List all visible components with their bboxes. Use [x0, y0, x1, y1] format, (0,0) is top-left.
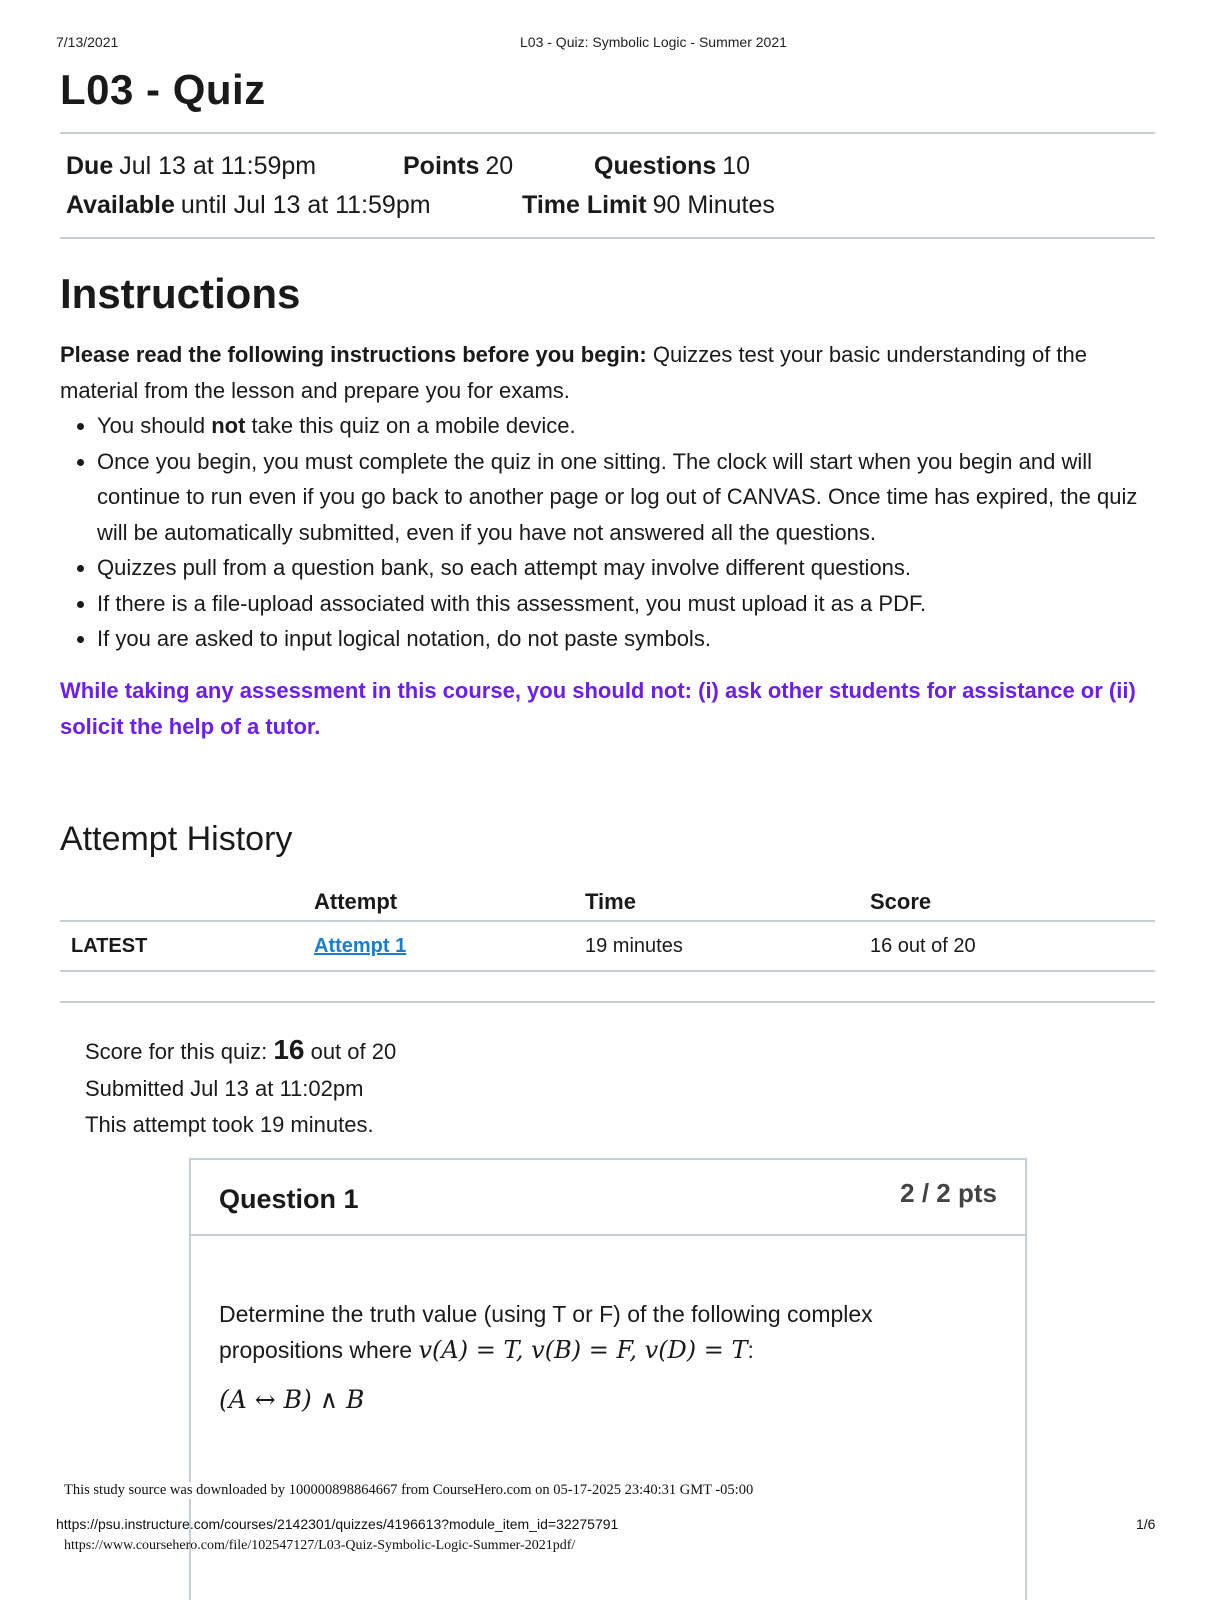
questions-label: Questions: [594, 152, 717, 180]
time-limit-label: Time Limit: [522, 191, 647, 219]
list-item: • Once you begin, you must complete the quiz in one sitting. The clock will start when you begin and will continue to run even if you go back to another page or log out of CANVAS. Once time has expired, the quiz will be automatically submitted, even if you have not answered all the questions.: [97, 444, 1155, 551]
divider: [60, 1001, 1155, 1003]
integrity-warning: While taking any assessment in this course, you should not: (i) ask other students for assistance or (ii) solicit the help of a tutor.: [60, 678, 1136, 739]
instructions-body: [60, 337, 1155, 657]
due-value: Jul 13 at 11:59pm: [119, 152, 317, 180]
col-blank: [60, 884, 314, 921]
print-date: 7/13/2021: [56, 34, 119, 50]
score-suffix: out of 20: [304, 1039, 397, 1064]
page-number: 1/6: [1136, 1516, 1156, 1532]
questions-value: 10: [722, 152, 751, 180]
attempt-history-heading: Attempt History: [60, 820, 293, 858]
item-text: You should: [97, 413, 212, 438]
valuation: v(A) = T, v(B) = F, v(D) = T: [418, 1336, 748, 1364]
points-label: Points: [403, 152, 480, 180]
question-text: :: [747, 1337, 754, 1363]
due-info: [66, 152, 316, 181]
question-card: [189, 1158, 1027, 1600]
quiz-score: [85, 1032, 396, 1071]
attempt-summary: [85, 1032, 396, 1144]
list-item: [97, 408, 1155, 444]
attempt-history-table: [60, 884, 1155, 972]
table-header-row: [60, 884, 1155, 921]
due-label: Due: [66, 152, 114, 180]
item-bold: not: [211, 413, 246, 438]
page-title: L03 - Quiz: [60, 66, 266, 113]
col-score: Score: [870, 884, 1155, 921]
intro-rest: Quizzes test your basic understanding of the material from the lesson and prepare you for exams.: [60, 342, 1087, 403]
available-label: Available: [66, 191, 175, 219]
col-time: Time: [585, 884, 870, 921]
attempt-1-link[interactable]: Attempt 1: [314, 934, 407, 957]
points-value: 20: [485, 152, 514, 180]
print-title: L03 - Quiz: Symbolic Logic - Summer 2021: [520, 34, 787, 50]
question-header: [191, 1160, 1025, 1236]
question-text: propositions where: [219, 1337, 419, 1363]
attempt-duration: This attempt took 19 minutes.: [85, 1112, 374, 1137]
time-limit-value: 90 Minutes: [652, 191, 775, 219]
col-attempt: Attempt: [314, 884, 585, 921]
attempt-score: 16 out of 20: [870, 921, 1155, 971]
attempt-time: 19 minutes: [585, 921, 870, 971]
intro-bold: Please read the following instructions before you begin:: [60, 342, 647, 367]
list-item: • If you are asked to input logical notation, do not paste symbols.: [97, 621, 1155, 657]
table-row: [60, 921, 1155, 971]
question-title: Question 1: [219, 1184, 359, 1214]
list-item: • If there is a file-upload associated with this assessment, you must upload it as a PDF.: [97, 586, 1155, 622]
question-points: 2 / 2 pts: [900, 1178, 997, 1208]
question-text-line1: Determine the truth value (using T or F) of the following complex: [219, 1301, 873, 1327]
instructions-intro: [60, 337, 1155, 408]
download-watermark: This study source was downloaded by 100000898864667 from CourseHero.com on 05-17-2025 23:40:31 GMT -05:00: [64, 1482, 754, 1498]
question-text-line2: [219, 1332, 979, 1368]
footer-url: https://psu.instructure.com/courses/2142301/quizzes/4196613?module_item_id=32275791: [56, 1516, 619, 1532]
item-text: take this quiz on a mobile device.: [245, 413, 576, 438]
divider: [60, 132, 1155, 134]
score-value: 16: [273, 1034, 305, 1065]
instructions-list: [60, 408, 1155, 657]
questions-info: [594, 152, 750, 181]
time-limit-info: [522, 191, 775, 220]
instructions-heading: Instructions: [60, 270, 301, 317]
formula: (A ↔ B) ∧ B: [219, 1385, 365, 1414]
list-item: • Quizzes pull from a question bank, so each attempt may involve different questions.: [97, 550, 1155, 586]
points-info: [403, 152, 513, 181]
score-prefix: Score for this quiz:: [85, 1039, 274, 1064]
submitted-time: Submitted Jul 13 at 11:02pm: [85, 1075, 364, 1101]
latest-label: LATEST: [60, 921, 314, 971]
available-info: [66, 191, 431, 220]
coursehero-url: https://www.coursehero.com/file/102547127/L03-Quiz-Symbolic-Logic-Summer-2021pdf/: [64, 1538, 576, 1553]
question-body: [219, 1296, 979, 1418]
divider: [60, 237, 1155, 239]
available-value: until Jul 13 at 11:59pm: [180, 191, 431, 219]
